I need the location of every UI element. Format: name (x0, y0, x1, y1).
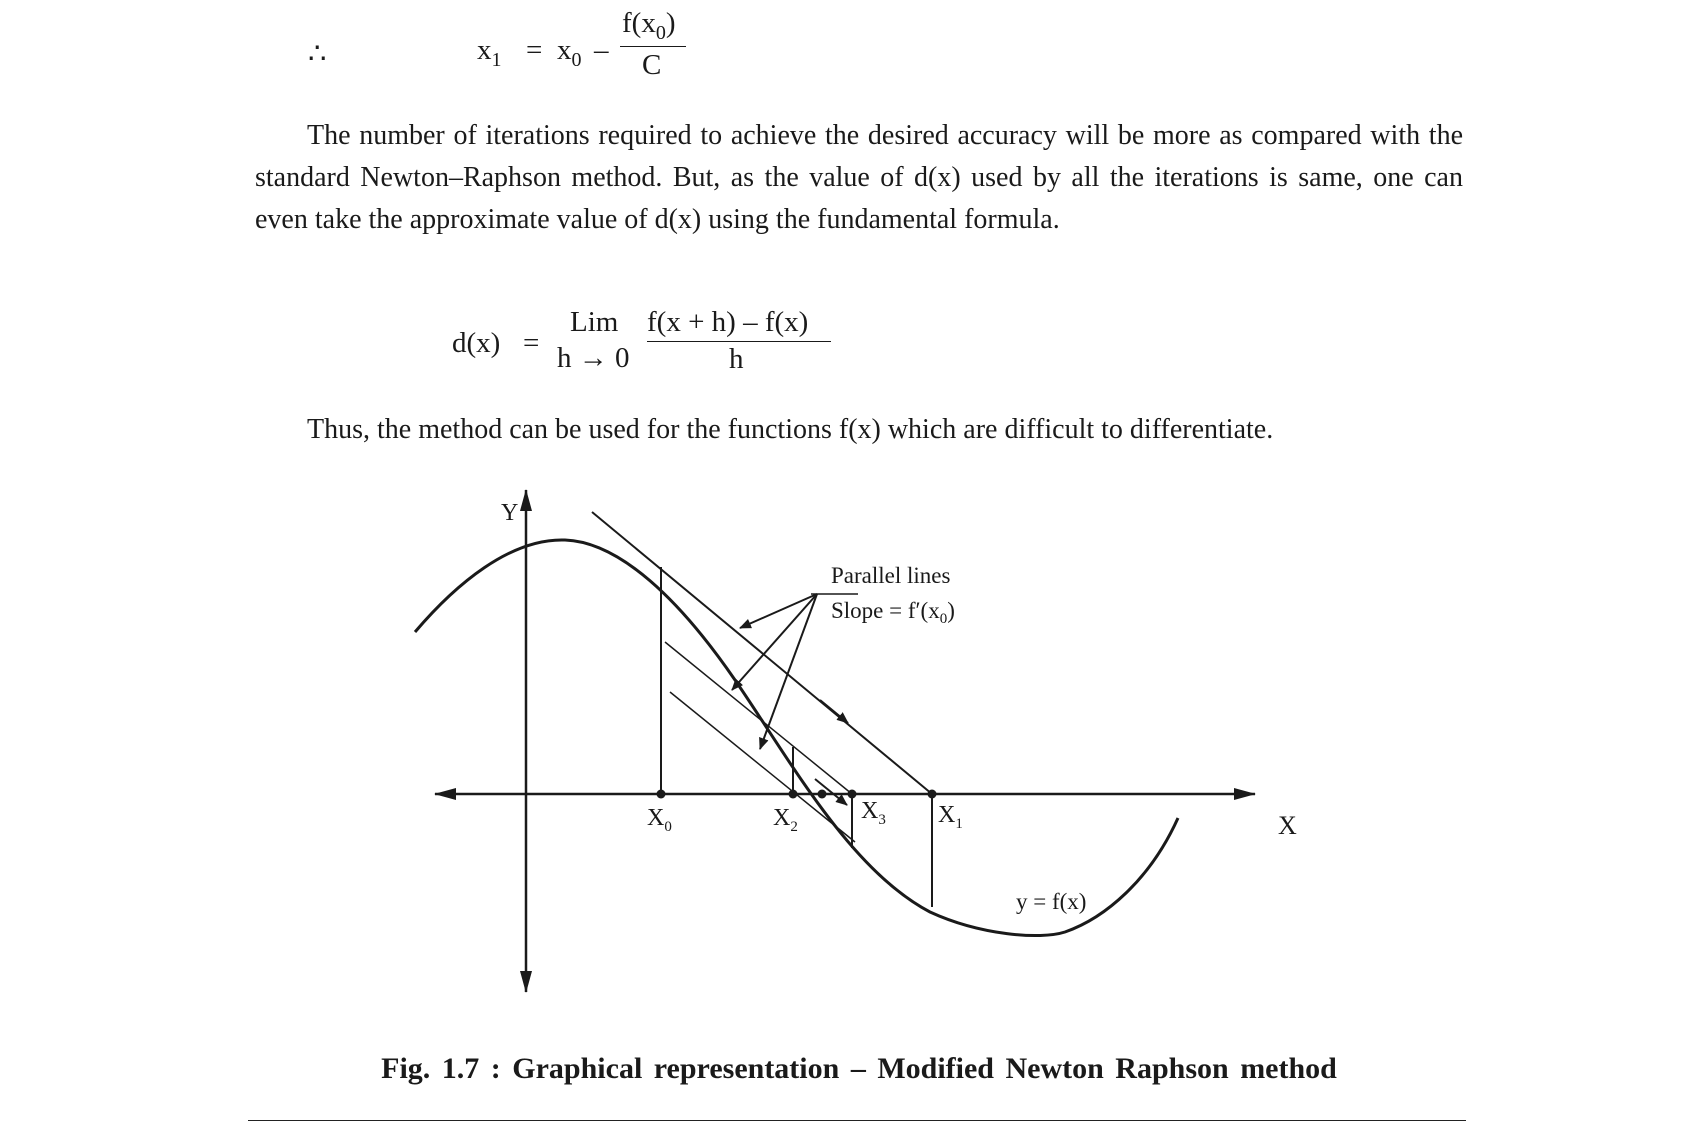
formula2-lim: Lim (570, 306, 619, 338)
formula1-minus: – (594, 34, 609, 66)
page-bottom-rule (248, 1120, 1466, 1121)
parallel-line-x2 (670, 692, 855, 842)
point-x1 (928, 790, 937, 799)
point-x0 (657, 790, 666, 799)
formula2-numerator: f(x + h) – f(x) (647, 306, 809, 338)
formula2-lhs: d(x) (452, 327, 501, 359)
formula2-equals: = (523, 327, 540, 359)
formula2-lim-sub: h → 0 (557, 342, 630, 374)
formula1-denominator: C (642, 49, 662, 81)
annotation-arrow-3 (760, 594, 817, 749)
formula1-x0: $x_0$ (557, 34, 582, 71)
y-axis-label: Y (501, 500, 519, 526)
label-x3: $X_3$ (861, 798, 886, 828)
point-root (818, 790, 827, 799)
x-axis-label: X (1278, 811, 1297, 840)
point-x3 (848, 790, 857, 799)
figure-caption: Fig. 1.7 : Graphical representation – Modified Newton Raphson method (381, 1052, 1337, 1085)
formula1-lhs: $x_1$ (477, 34, 502, 71)
paragraph-iterations: The number of iterations required to achieve the desired accuracy will be more as compared with the standard Newton–Raphson method. But, as the value of d(x) used by all the iterations is same, one can even take the approximate value of d(x) using the fundamental formula. (255, 120, 1463, 235)
formula2-denominator: h (729, 343, 744, 375)
label-x2: $X_2$ (773, 805, 798, 835)
point-x2 (789, 790, 798, 799)
parallel-line-x1 (665, 642, 852, 794)
formula1-equals: = (526, 34, 543, 66)
tangent-line-x0 (592, 512, 932, 794)
curve-y-f-x (415, 540, 1178, 936)
label-x1: $X_1$ (938, 802, 963, 832)
annotation-slope: Slope = $f'(x_0)$ (831, 598, 955, 627)
annotation-arrow-2 (732, 594, 817, 690)
formula1-numerator: $f(x_0)$ (622, 7, 676, 44)
therefore-symbol: ∴ (308, 38, 327, 70)
direction-arrow-1 (820, 700, 848, 723)
label-x0: $X_0$ (647, 805, 672, 835)
annotation-parallel-lines: Parallel lines (831, 563, 951, 588)
label-curve-y-f-x: y = f(x) (1016, 889, 1087, 914)
paragraph-conclusion: Thus, the method can be used for the functions f(x) which are difficult to differentiate. (307, 414, 1274, 445)
